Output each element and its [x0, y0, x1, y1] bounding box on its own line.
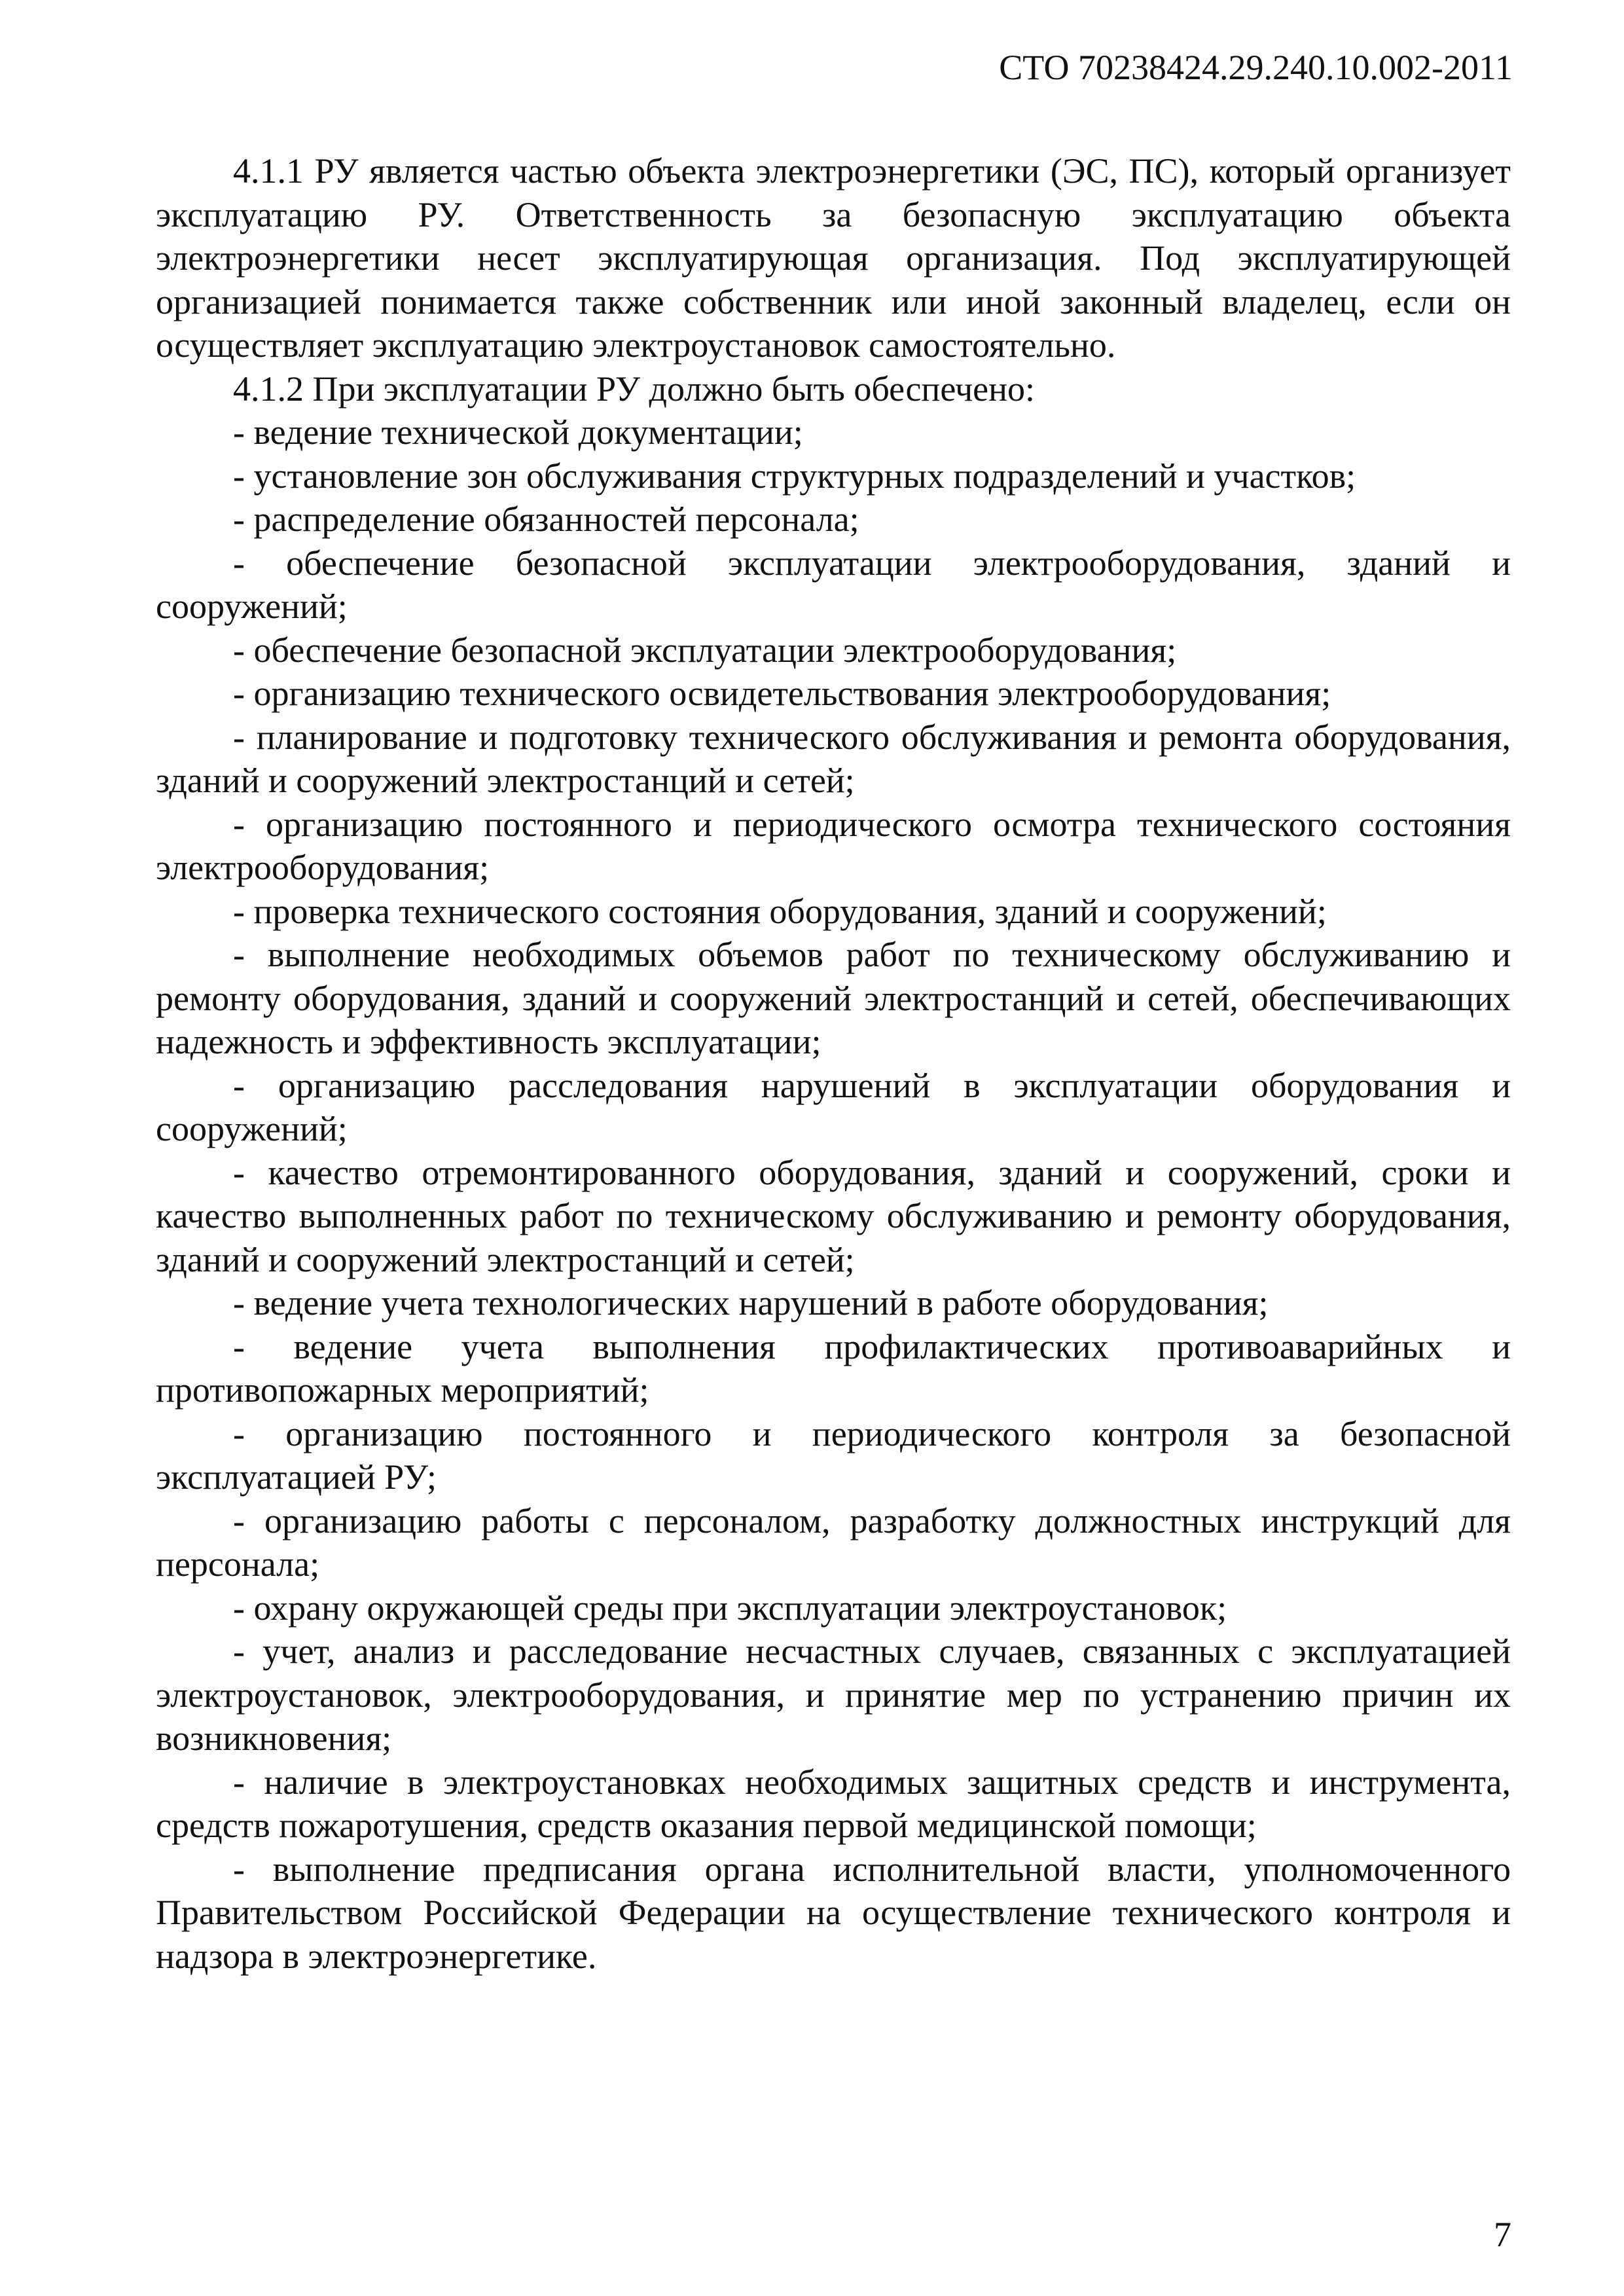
list-item: - ведение технической документации; [233, 412, 803, 452]
document-body [156, 149, 1511, 1978]
list-item: - ведение учета выполнения профилактических противоаварийных и противопожарных мероприятий; [156, 1326, 1511, 1410]
list-item: - обеспечение безопасной эксплуатации электрооборудования, зданий и сооружений; [156, 543, 1511, 626]
list-item: - организацию технического освидетельствования электрооборудования; [233, 674, 1331, 713]
list-item: - распределение обязанностей персонала; [233, 500, 859, 539]
list-item: - организацию постоянного и периодического осмотра технического состояния электрооборудования; [156, 804, 1511, 887]
list-item: - планирование и подготовку технического обслуживания и ремонта оборудования, зданий и сооружений электростанций и сетей; [156, 717, 1511, 800]
list-item: - выполнение необходимых объемов работ по техническому обслуживанию и ремонту оборудования, зданий и сооружений электростанций и сетей, обеспечивающих надежность и эффективность эксплуатации; [156, 935, 1511, 1061]
list-item: - организацию работы с персоналом, разработку должностных инструкций для персонала; [156, 1501, 1511, 1584]
paragraph-4-1-2: 4.1.2 При эксплуатации РУ должно быть обеспечено: [233, 369, 1035, 409]
list-item: - качество отремонтированного оборудования, зданий и сооружений, сроки и качество выполненных работ по техническому обслуживанию и ремонту оборудования, зданий и сооружений электростанций и сетей; [156, 1152, 1511, 1279]
list-item: - охрану окружающей среды при эксплуатации электроустановок; [233, 1588, 1227, 1628]
list-item: - выполнение предписания органа исполнительной власти, уполномоченного Правительством Российской Федерации на осуществление технического контроля и надзора в электроэнергетике. [156, 1849, 1511, 1976]
list-item: - организацию расследования нарушений в эксплуатации оборудования и сооружений; [156, 1065, 1511, 1148]
list-item: - установление зон обслуживания структурных подразделений и участков; [233, 456, 1356, 496]
list-item: - проверка технического состояния оборудования, зданий и сооружений; [233, 891, 1327, 931]
list-item: - учет, анализ и расследование несчастных случаев, связанных с эксплуатацией электроустановок, электрооборудования, и принятие мер по устранению причин их возникновения; [156, 1631, 1511, 1758]
list-item: - обеспечение безопасной эксплуатации электрооборудования; [233, 630, 1177, 670]
list-item: - организацию постоянного и периодического контроля за безопасной эксплуатацией РУ; [156, 1413, 1511, 1497]
list-item: - ведение учета технологических нарушений в работе оборудования; [233, 1283, 1269, 1322]
document-code: СТО 70238424.29.240.10.002-2011 [999, 48, 1513, 87]
page-number: 7 [1494, 2215, 1511, 2254]
list-item: - наличие в электроустановках необходимых защитных средств и инструмента, средств пожаротушения, средств оказания первой медицинской помощи; [156, 1762, 1511, 1845]
paragraph-4-1-1: 4.1.1 РУ является частью объекта электроэнергетики (ЭС, ПС), который организует эксплуатацию РУ. Ответственность за безопасную эксплуатацию объекта электроэнергетики несет эксплуатирующая организация. Под эксплуатирующей организацией понимается также собственник или иной законный владелец, если он осуществляет эксплуатацию электроустановок самостоятельно. [156, 151, 1511, 365]
